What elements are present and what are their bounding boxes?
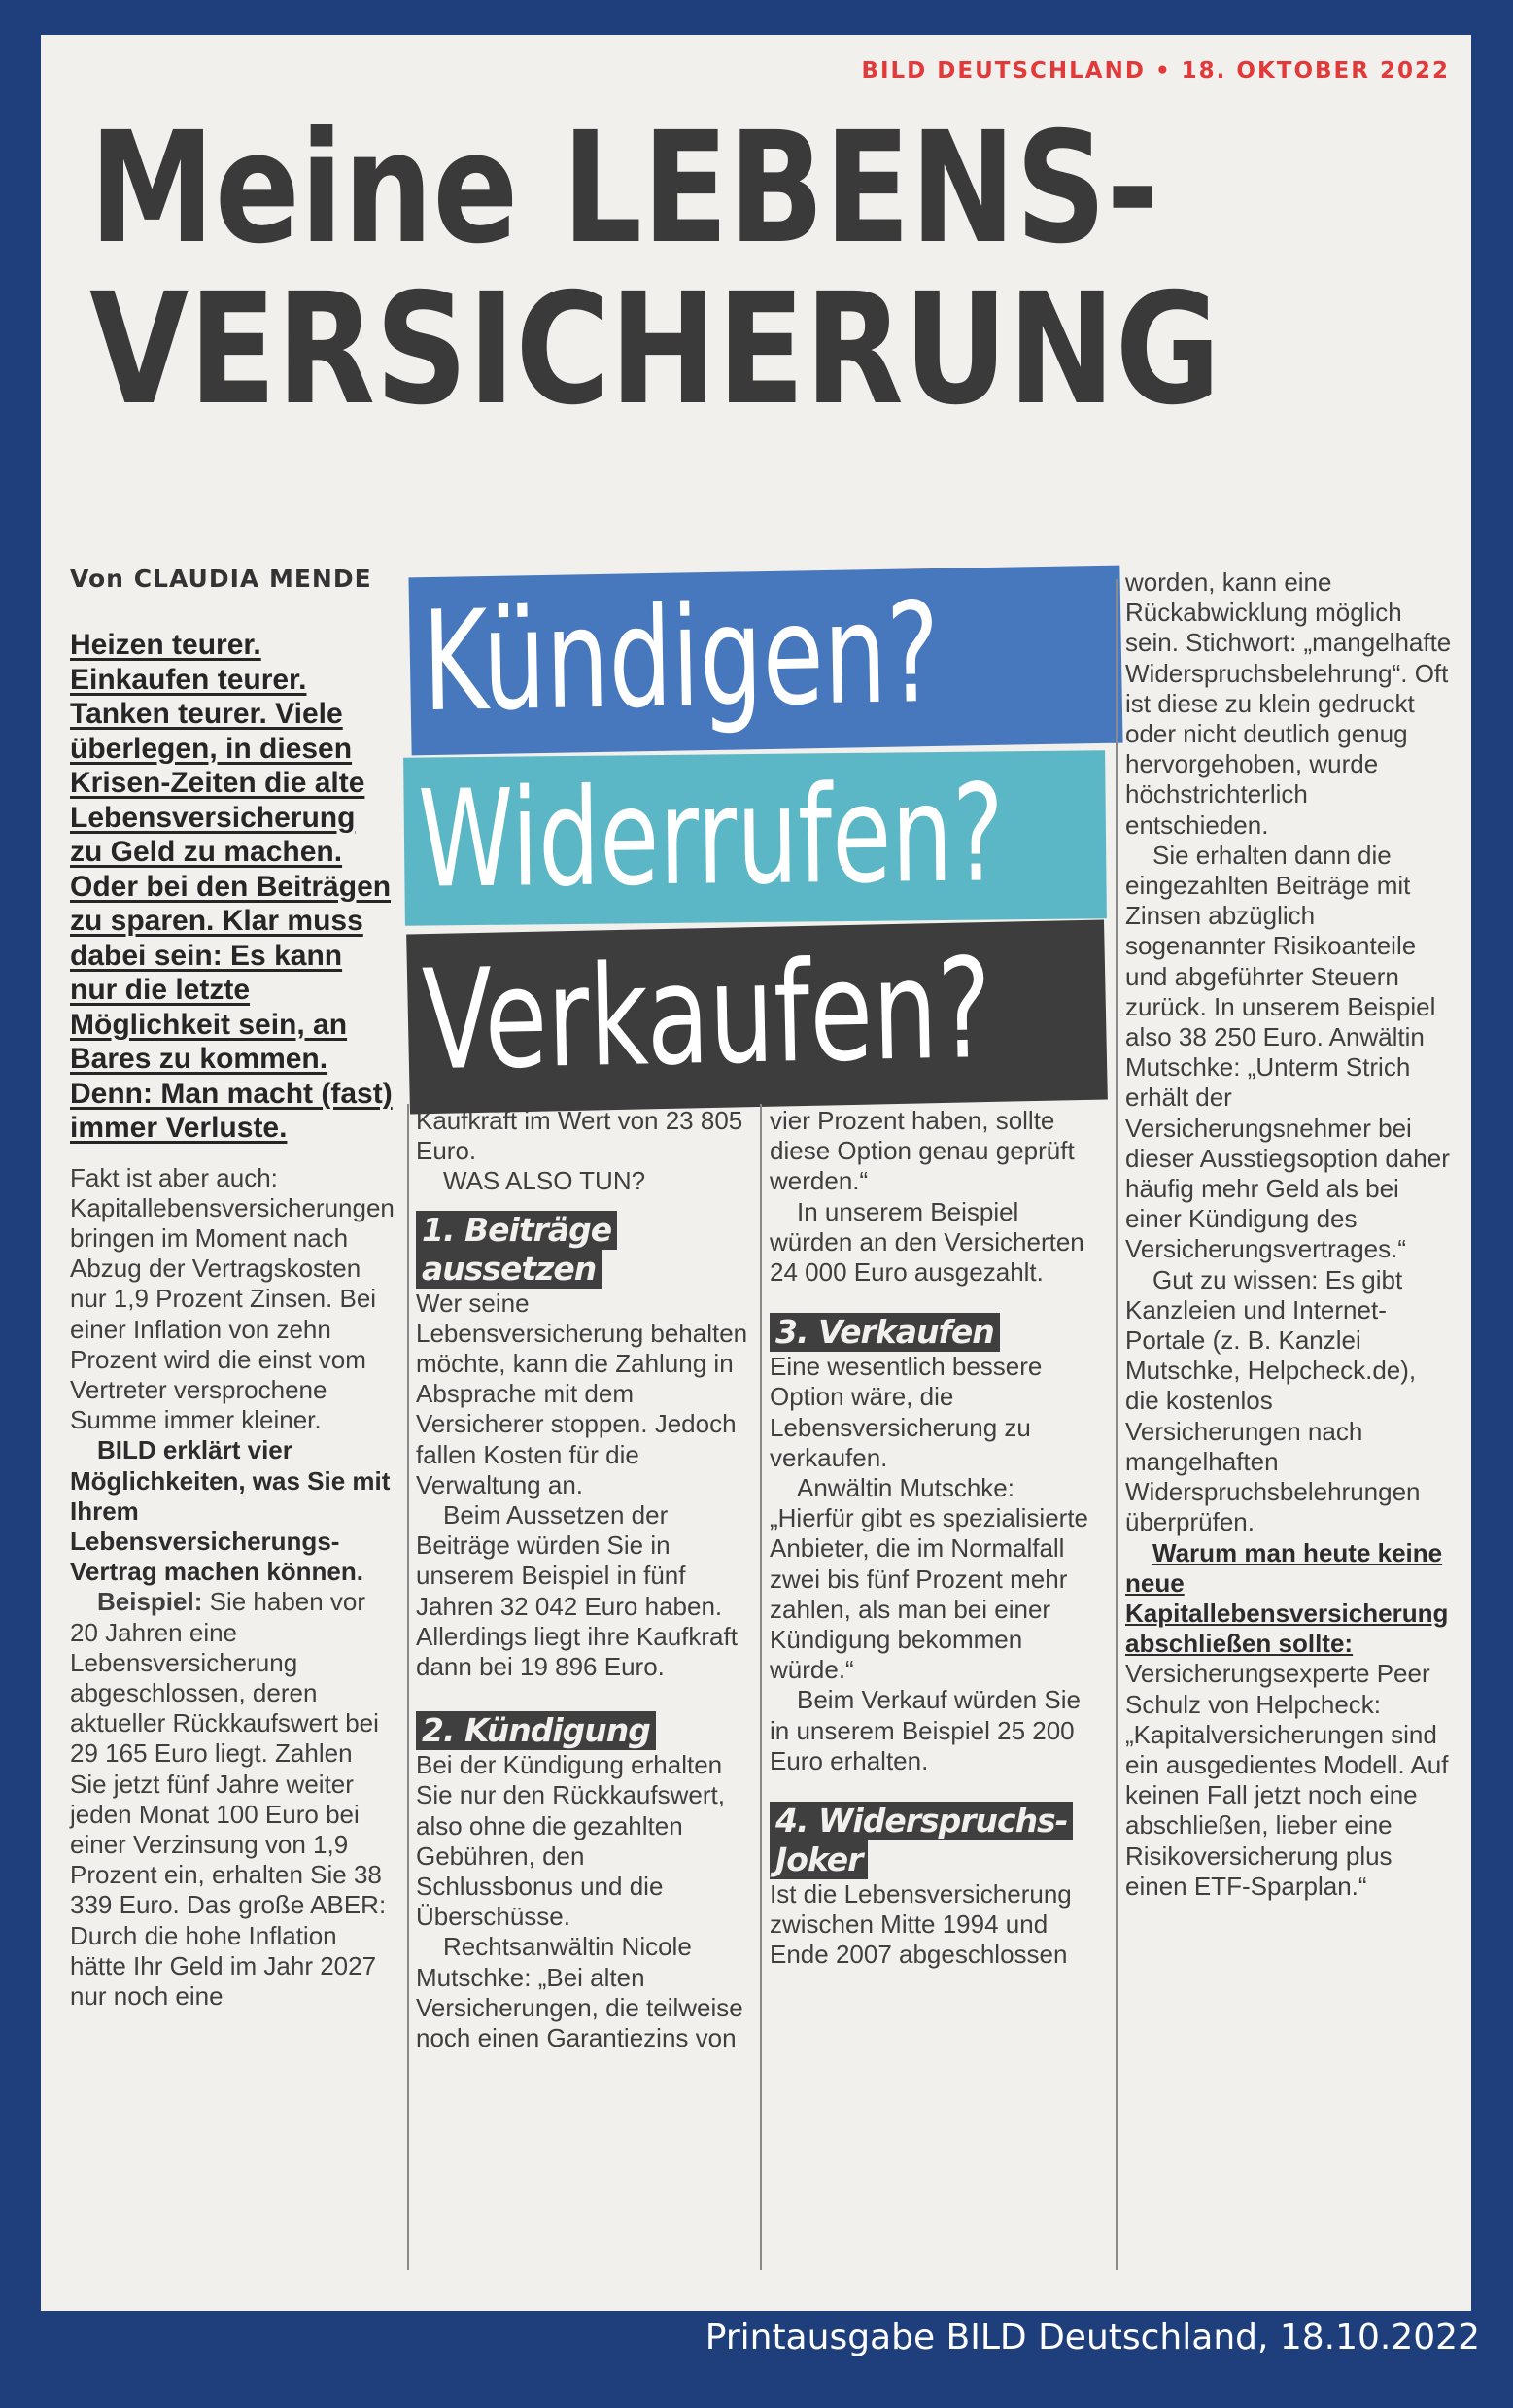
headline-line-2: VERSICHERUNG [89, 260, 1221, 439]
dateline: BILD DEUTSCHLAND • 18. OKTOBER 2022 [861, 58, 1450, 84]
column-2 [416, 1106, 748, 2053]
subheading-beitraege: 1. Beiträge [416, 1211, 617, 1250]
paragraph: worden, kann eine Rückabwicklung möglich sein. Stichwort: „mangelhafte Widerspruchsbelehrung“. Oft ist diese zu klein gedruckt oder nicht deutlich genug hervorgehoben, wurde höchstrichterlich entschieden. [1125, 568, 1452, 840]
subheading-kuendigung: 2. Kündigung [416, 1711, 656, 1750]
headline-line-1: Meine LEBENS- [89, 99, 1159, 278]
subheading-warum: Warum man heute keine neue Kapitallebensversicherung abschließen sollte: [1125, 1537, 1449, 1659]
paragraph [70, 1587, 395, 2012]
subheading-joker: Joker [770, 1840, 868, 1879]
column-4 [1125, 568, 1452, 1902]
banner-text: Widerrufen? [417, 755, 1005, 918]
paragraph: Beim Verkauf würden Sie in unserem Beispiel 25 200 Euro erhalten. [770, 1685, 1081, 1775]
paragraph: Versicherungsexperte Peer Schulz von Helpcheck: „Kapitalversicherungen sind ein ausgedientes Modell. Auf keinen Fall jetzt noch eine abschließen, lieber eine Risikoversicherung plus einen ETF-Sparplan.“ [1125, 1659, 1449, 1901]
newspaper-clipping [41, 35, 1471, 2311]
lead-paragraph: Heizen teurer. Einkaufen teurer. Tanken teurer. Viele überlegen, in diesen Krisen-Zeiten die alte Lebensversicherung zu Geld zu machen. Oder bei den Beiträgen zu sparen. Klar muss dabei sein: Es kann nur die letzte Möglichkeit sein, an Bares zu kommen. Denn: Man macht (fast) immer Verluste. [70, 629, 393, 1144]
banner-text: Verkaufen? [421, 928, 994, 1102]
paragraph: Sie erhalten dann die eingezahlten Beiträge mit Zinsen abzüglich sogenannter Risikoanteile und abgeführter Steuern zurück. In unserem Beispiel also 38 250 Euro. Anwältin Mutschke: „Unterm Strich erhält der Versicherungsnehmer bei dieser Ausstiegsoption daher häufig mehr Geld als bei einer Kündigung des Versicherungsvertrages.“ [1125, 840, 1450, 1264]
paragraph: vier Prozent haben, sollte diese Option genau geprüft werden.“ [770, 1106, 1075, 1196]
paragraph: Beim Aussetzen der Beiträge würden Sie in unserem Beispiel in fünf Jahren 32 042 Euro haben. Allerdings liegt ihre Kaufkraft dann bei 19 896 Euro. [416, 1500, 738, 1682]
label: Beispiel: [97, 1587, 203, 1617]
paragraph: WAS ALSO TUN? [443, 1166, 646, 1196]
paragraph: Gut zu wissen: Es gibt Kanzleien und Internet-Portale (z. B. Kanzlei Mutschke, Helpcheck.de), die kostenlos Versicherungen nach mangelhaften Widerspruchsbelehrungen überprüfen. [1125, 1264, 1421, 1537]
column-1 [70, 628, 395, 2012]
byline [70, 565, 372, 593]
paragraph: Anwältin Mutschke: „Hierfür gibt es spezialisierte Anbieter, die im Normalfall zwei bis fünf Prozent mehr zahlen, als man bei einer Kündigung bekommen würde.“ [770, 1473, 1089, 1685]
banner-kuendigen [408, 566, 1122, 756]
paragraph: Bei der Kündigung erhalten Sie nur den Rückkaufswert, also ohne die gezahlten Gebühren, den Schlussbonus und die Überschüsse. [416, 1750, 725, 1932]
banner-text: Kündigen? [421, 572, 942, 743]
paragraph: In unserem Beispiel würden an den Versicherten 24 000 Euro ausgezahlt. [770, 1196, 1084, 1288]
subheading-verkaufen: 3. Verkaufen [770, 1313, 1000, 1352]
byline-author: CLAUDIA MENDE [133, 565, 372, 593]
paragraph: Rechtsanwältin Nicole Mutschke: „Bei alten Versicherungen, die teilweise noch einen Garantiezins von [416, 1932, 743, 2053]
paragraph: Kaufkraft im Wert von 23 805 Euro. [416, 1106, 743, 1166]
subheading-widerspruchs: 4. Widerspruchs- [770, 1802, 1073, 1840]
subheading-aussetzen: aussetzen [416, 1250, 602, 1289]
byline-prefix: Von [70, 565, 124, 593]
banner-verkaufen [406, 920, 1108, 1115]
banner-widerrufen [403, 750, 1107, 926]
text: Sie haben vor 20 Jahren eine Lebensversicherung abgeschlossen, deren aktueller Rückkaufswert bei 29 165 Euro liegt. Zahlen Sie jetzt fünf Jahre weiter jeden Monat 100 Euro bei einer Verzinsung von 1,9 Prozent ein, erhalten Sie 38 339 Euro. Das große ABER: Durch die hohe Inflation hätte Ihr Geld im Jahr 2027 nur noch eine [70, 1587, 387, 2011]
column-rule [407, 1104, 409, 2270]
paragraph: BILD erklärt vier Möglichkeiten, was Sie mit Ihrem Lebensversicherungs-Vertrag machen können. [70, 1435, 391, 1587]
caption: Printausgabe BILD Deutschland, 18.10.2022 [705, 2318, 1480, 2357]
column-rule [1116, 579, 1118, 2270]
paragraph: Eine wesentlich bessere Option wäre, die Lebensversicherung zu verkaufen. [770, 1352, 1043, 1472]
column-3 [770, 1106, 1104, 1971]
paragraph: Fakt ist aber auch: Kapitallebensversicherungen bringen im Moment nach Abzug der Vertragskosten nur 1,9 Prozent Zinsen. Bei einer Inflation von zehn Prozent wird die einst vom Vertreter versprochene Summe immer kleiner. [70, 1162, 395, 1435]
paragraph: Wer seine Lebensversicherung behalten möchte, kann die Zahlung in Absprache mit dem Versicherer stoppen. Jedoch fallen Kosten für die Verwaltung an. [416, 1288, 748, 1499]
paragraph: Ist die Lebensversicherung zwischen Mitte 1994 und Ende 2007 abgeschlossen [770, 1879, 1072, 1970]
column-rule [760, 1104, 762, 2270]
